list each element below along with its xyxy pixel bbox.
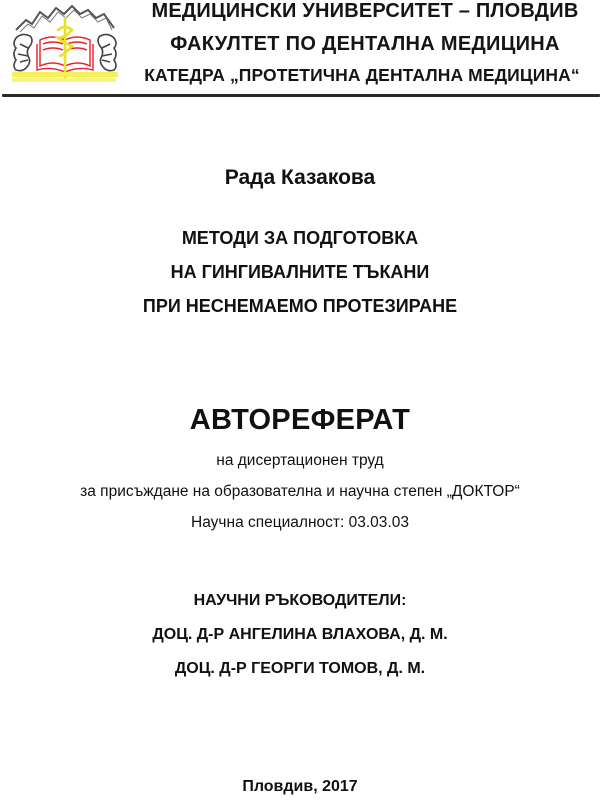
place-and-year: Пловдив, 2017 [242,778,358,795]
subtitle-line-1: на дисертационен труд [216,452,384,469]
subtitle-line-2: за присъждане на образователна и научна степен „ДОКТОР“ [80,483,520,500]
specialty-line: Научна специалност: 03.03.03 [191,514,409,531]
university-crest-icon [10,2,120,86]
faculty-name: ФАКУЛТЕТ ПО ДЕНТАЛНА МЕДИЦИНА [170,33,560,55]
supervisor-name: ДОЦ. Д-Р АНГЕЛИНА ВЛАХОВА, Д. М. [152,626,448,643]
thesis-title-line-1: МЕТОДИ ЗА ПОДГОТОВКА [181,228,419,248]
thesis-title-line-2: НА ГИНГИВАЛНИТЕ ТЪКАНИ [170,262,430,282]
university-name: МЕДИЦИНСКИ УНИВЕРСИТЕТ – ПЛОВДИВ [151,0,579,22]
thesis-title-line-3: ПРИ НЕСНЕМАЕМО ПРОТЕЗИРАНЕ [142,296,458,316]
department-name: КАТЕДРА „ПРОТЕТИЧНА ДЕНТАЛНА МЕДИЦИНА“ [144,65,580,85]
supervisors-heading: НАУЧНИ РЪКОВОДИТЕЛИ: [193,592,407,609]
document-type-heading: АВТОРЕФЕРАТ [189,404,411,436]
author-name: Рада Казакова [224,166,376,189]
header-divider [2,94,600,97]
supervisor-name: ДОЦ. Д-Р ГЕОРГИ ТОМОВ, Д. М. [174,660,426,677]
